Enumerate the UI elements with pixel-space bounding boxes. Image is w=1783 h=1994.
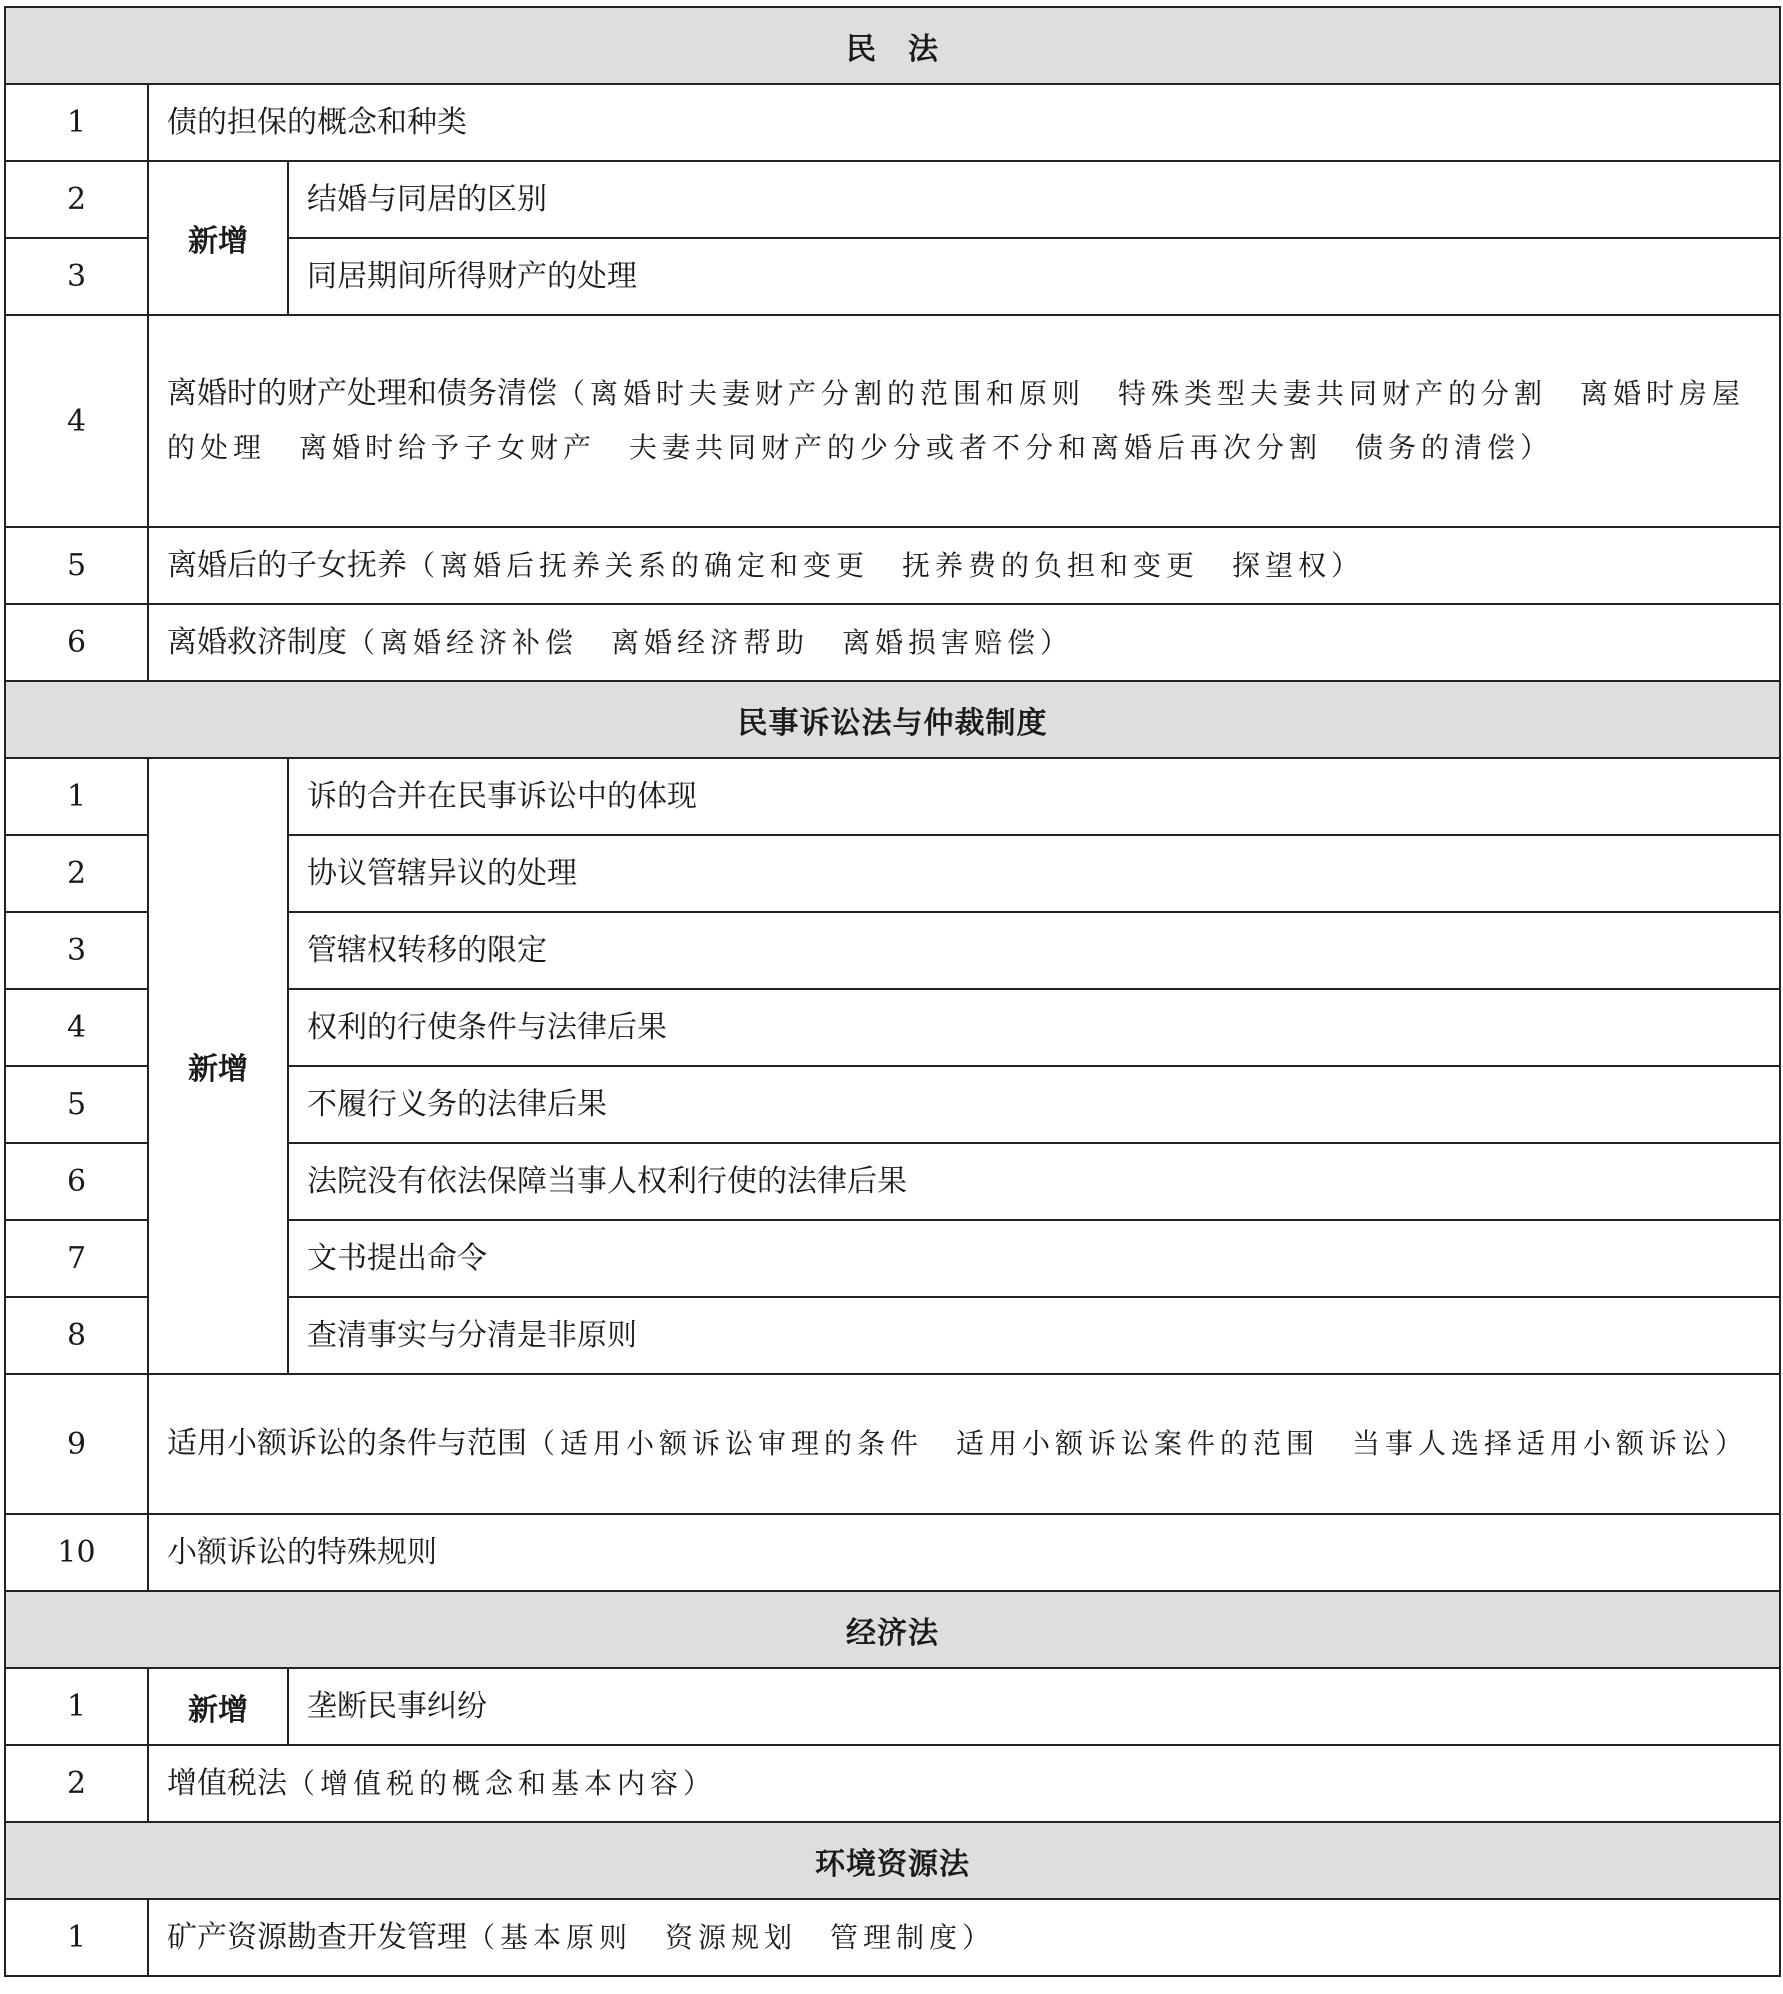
row-number: 2 xyxy=(5,835,148,912)
row-content xyxy=(148,1899,1780,1976)
row-number: 1 xyxy=(5,1899,148,1976)
row-content xyxy=(288,1066,1780,1143)
table-row xyxy=(5,84,1780,161)
row-content xyxy=(288,758,1780,835)
section-header-civil-law xyxy=(5,7,1780,84)
row-sub-text: （离婚时夫妻财产分割的范围和原则 特殊类型夫妻共同财产的分割 离婚时房屋的处理 离婚时给予子女财产 夫妻共同财产的少分或者不分和离婚后再次分割 债务的清偿） xyxy=(167,377,1746,464)
row-content xyxy=(148,84,1780,161)
row-main-text: 权利的行使条件与法律后果 xyxy=(307,1009,667,1045)
table-row xyxy=(5,315,1780,527)
row-number: 3 xyxy=(5,238,148,315)
table-row xyxy=(5,1668,1780,1745)
row-content xyxy=(288,912,1780,989)
row-main-text: 离婚时的财产处理和债务清偿 xyxy=(167,376,557,411)
row-main-text: 查清事实与分清是非原则 xyxy=(307,1317,637,1353)
row-main-text: 不履行义务的法律后果 xyxy=(307,1086,607,1122)
table-row xyxy=(5,758,1780,835)
row-number: 1 xyxy=(5,84,148,161)
row-main-text: 管辖权转移的限定 xyxy=(307,932,547,968)
table-row xyxy=(5,161,1780,238)
row-sub-text: （离婚后抚养关系的确定和变更 抚养费的负担和变更 探望权） xyxy=(407,548,1365,582)
row-main-text: 同居期间所得财产的处理 xyxy=(307,258,637,294)
row-number: 10 xyxy=(5,1514,148,1591)
row-main-text: 增值税法 xyxy=(167,1765,287,1801)
row-content xyxy=(148,1745,1780,1822)
row-content xyxy=(148,1374,1780,1514)
row-content xyxy=(288,1297,1780,1374)
section-title: 经济法 xyxy=(5,1591,1780,1668)
row-number: 7 xyxy=(5,1220,148,1297)
section-header-environmental-law xyxy=(5,1822,1780,1899)
table-row xyxy=(5,1514,1780,1591)
row-number: 9 xyxy=(5,1374,148,1514)
row-number: 6 xyxy=(5,1143,148,1220)
row-number: 5 xyxy=(5,1066,148,1143)
row-content xyxy=(288,1220,1780,1297)
content-table xyxy=(4,6,1781,1977)
section-header-economic-law xyxy=(5,1591,1780,1668)
row-content xyxy=(148,315,1780,527)
new-tag: 新增 xyxy=(148,758,288,1374)
row-number: 5 xyxy=(5,527,148,604)
row-sub-text: （增值税的概念和基本内容） xyxy=(287,1766,717,1800)
row-sub-text: （基本原则 资源规划 管理制度） xyxy=(467,1920,996,1954)
row-number: 2 xyxy=(5,1745,148,1822)
table-row xyxy=(5,1374,1780,1514)
row-content xyxy=(288,161,1780,238)
section-header-civil-procedure xyxy=(5,681,1780,758)
table-row xyxy=(5,527,1780,604)
section-title: 环境资源法 xyxy=(5,1822,1780,1899)
row-main-text: 离婚救济制度 xyxy=(167,624,347,660)
row-main-text: 法院没有依法保障当事人权利行使的法律后果 xyxy=(307,1163,907,1199)
row-content xyxy=(288,1143,1780,1220)
row-main-text: 适用小额诉讼的条件与范围 xyxy=(167,1426,527,1461)
row-main-text: 协议管辖异议的处理 xyxy=(307,855,577,891)
row-main-text: 矿产资源勘查开发管理 xyxy=(167,1919,467,1955)
section-title: 民事诉讼法与仲裁制度 xyxy=(5,681,1780,758)
row-number: 6 xyxy=(5,604,148,681)
row-content xyxy=(148,527,1780,604)
row-content xyxy=(148,604,1780,681)
row-number: 2 xyxy=(5,161,148,238)
row-number: 3 xyxy=(5,912,148,989)
row-main-text: 诉的合并在民事诉讼中的体现 xyxy=(307,778,697,814)
row-main-text: 文书提出命令 xyxy=(307,1240,487,1276)
row-main-text: 结婚与同居的区别 xyxy=(307,181,547,217)
row-number: 1 xyxy=(5,758,148,835)
row-number: 1 xyxy=(5,1668,148,1745)
row-number: 8 xyxy=(5,1297,148,1374)
table-row xyxy=(5,1745,1780,1822)
row-content xyxy=(288,1668,1780,1745)
table-row xyxy=(5,604,1780,681)
row-content xyxy=(148,1514,1780,1591)
row-main-text: 小额诉讼的特殊规则 xyxy=(167,1534,437,1570)
row-content xyxy=(288,989,1780,1066)
new-tag: 新增 xyxy=(148,1668,288,1745)
row-number: 4 xyxy=(5,989,148,1066)
row-content xyxy=(288,238,1780,315)
row-main-text: 债的担保的概念和种类 xyxy=(167,104,467,140)
row-content xyxy=(288,835,1780,912)
new-tag: 新增 xyxy=(148,161,288,315)
row-main-text: 垄断民事纠纷 xyxy=(307,1688,487,1724)
row-sub-text: （适用小额诉讼审理的条件 适用小额诉讼案件的范围 当事人选择适用小额诉讼） xyxy=(527,1427,1749,1460)
row-sub-text: （离婚经济补偿 离婚经济帮助 离婚损害赔偿） xyxy=(347,625,1074,659)
section-title: 民 法 xyxy=(5,7,1780,84)
row-number: 4 xyxy=(5,315,148,527)
table-row xyxy=(5,1899,1780,1976)
row-main-text: 离婚后的子女抚养 xyxy=(167,547,407,583)
